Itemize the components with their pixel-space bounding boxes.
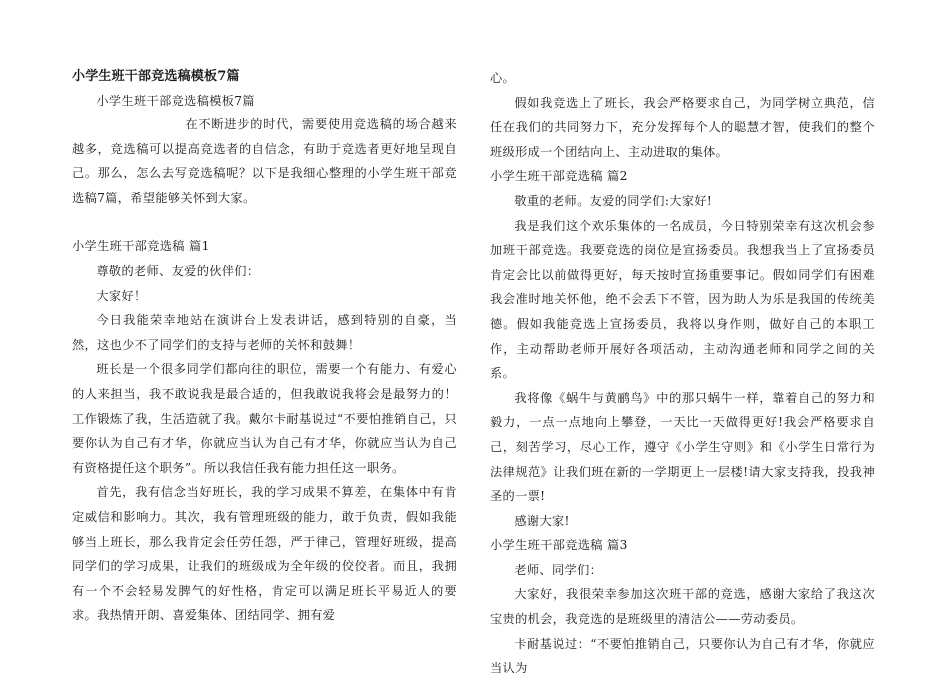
intro-paragraph: 在不断进步的时代，需要使用竞选稿的场合越来越多，竞选稿可以提高竞选者的自信念，有助于竞选者更好地呈现自己。那么，怎么去写竞选稿呢？以下是我细心整理的小学生班干部竞选稿7篇，希望能够关怀到大家。 bbox=[72, 117, 457, 205]
section-2-thanks: 感谢大家! bbox=[514, 513, 570, 528]
section-1-heading: 小学生班干部竞选稿 篇1 bbox=[72, 239, 210, 254]
section-3-paragraph-1: 大家好，我很荣幸参加这次班干部的竞选，感谢大家给了我这次宝贵的机会，我竞选的是班级里的清洁公——劳动委员。 bbox=[490, 587, 875, 627]
right-column bbox=[490, 66, 875, 681]
section-3-greeting: 老师、同学们： bbox=[514, 562, 603, 577]
section-1-paragraph-3: 首先，我有信念当好班长，我的学习成果不算差，在集体中有肯定威信和影响力。其次，我有管理班级的能力，敢于负责，假如我能够当上班长，那么我肯定会任劳任怨，严于律己，管理好班级，提高同学们的学习成果，让我们的班级成为全年级的佼佼者。而且，我拥有一个不会轻易发脾气的好性格，肯定可以满足班长平易近人的要求。我热情开朗、喜爱集体、团结同学、拥有爱 bbox=[72, 485, 457, 623]
section-2-paragraph-2: 我将像《蜗牛与黄鹂鸟》中的那只蜗牛一样，靠着自己的努力和毅力，一点一点地向上攀登，一天比一天做得更好!我会严格要求自己，刻苦学习，尽心工作，遵守《小学生守则》和《小学生日常行为法律规范》让我们班在新的一学期更上一层楼!请大家支持我，投我神圣的一票! bbox=[490, 390, 875, 504]
document-subtitle: 小学生班干部竞选稿模板7篇 bbox=[96, 94, 255, 108]
section-1-paragraph-1: 今日我能荣幸地站在演讲台上发表讲话，感到特别的自豪，当然，这也少不了同学们的支持与老师的关怀和鼓舞！ bbox=[72, 313, 457, 352]
section-2-paragraph-1: 我是我们这个欢乐集体的一名成员，今日特别荣幸有这次机会参加班干部竞选。我要竞选的岗位是宣扬委员。我想我当上了宣扬委员肯定会比以前做得更好，每天按时宣扬重要事记。假如同学们有困难我会准时地关怀他，绝不会丢下不管，因为助人为乐是我国的传统美德。假如我能竞选上宣扬委员，我将以身作则，做好自己的本职工作，主动帮助老师开展好各项活动，主动沟通老师和同学之间的关系。 bbox=[490, 218, 875, 381]
left-column bbox=[72, 66, 457, 628]
section-3-heading: 小学生班干部竞选稿 篇3 bbox=[490, 538, 628, 553]
section-2-heading: 小学生班干部竞选稿 篇2 bbox=[490, 169, 628, 184]
section-gap bbox=[72, 210, 457, 234]
section-1-paragraph-4: 假如我竞选上了班长，我会严格要求自己，为同学树立典范，信任在我们的共同努力下，充分发挥每个人的聪慧才智，使我们的整个班级形成一个团结向上、主动进取的集体。 bbox=[490, 95, 875, 159]
section-2-greeting: 敬重的老师。友爱的同学们:大家好! bbox=[514, 193, 713, 208]
section-1-greeting: 尊敬的老师、友爱的伙伴们： bbox=[96, 263, 260, 278]
section-1-paragraph-3-continued: 心。 bbox=[490, 71, 516, 85]
section-3-paragraph-2: 卡耐基说过：“不要怕推销自己，只要你认为自己有才华，你就应当认为 bbox=[490, 636, 875, 676]
section-1-paragraph-2: 班长是一个很多同学们都向往的职位，需要一个有能力、有爱心的人来担当，我不敢说我是最合适的，但我敢说我将会是最努力的！工作锻炼了我，生活造就了我。戴尔卡耐基说过“不要怕推销自己，只要你认为自己有才华，你就应当认为自己有才华，你就应当认为自己有资格提任这个职务”。所以我信任我有能力担任这一职务。 bbox=[72, 362, 457, 475]
document-title: 小学生班干部竞选稿模板7篇 bbox=[72, 69, 240, 84]
section-1-hello: 大家好！ bbox=[96, 288, 147, 303]
